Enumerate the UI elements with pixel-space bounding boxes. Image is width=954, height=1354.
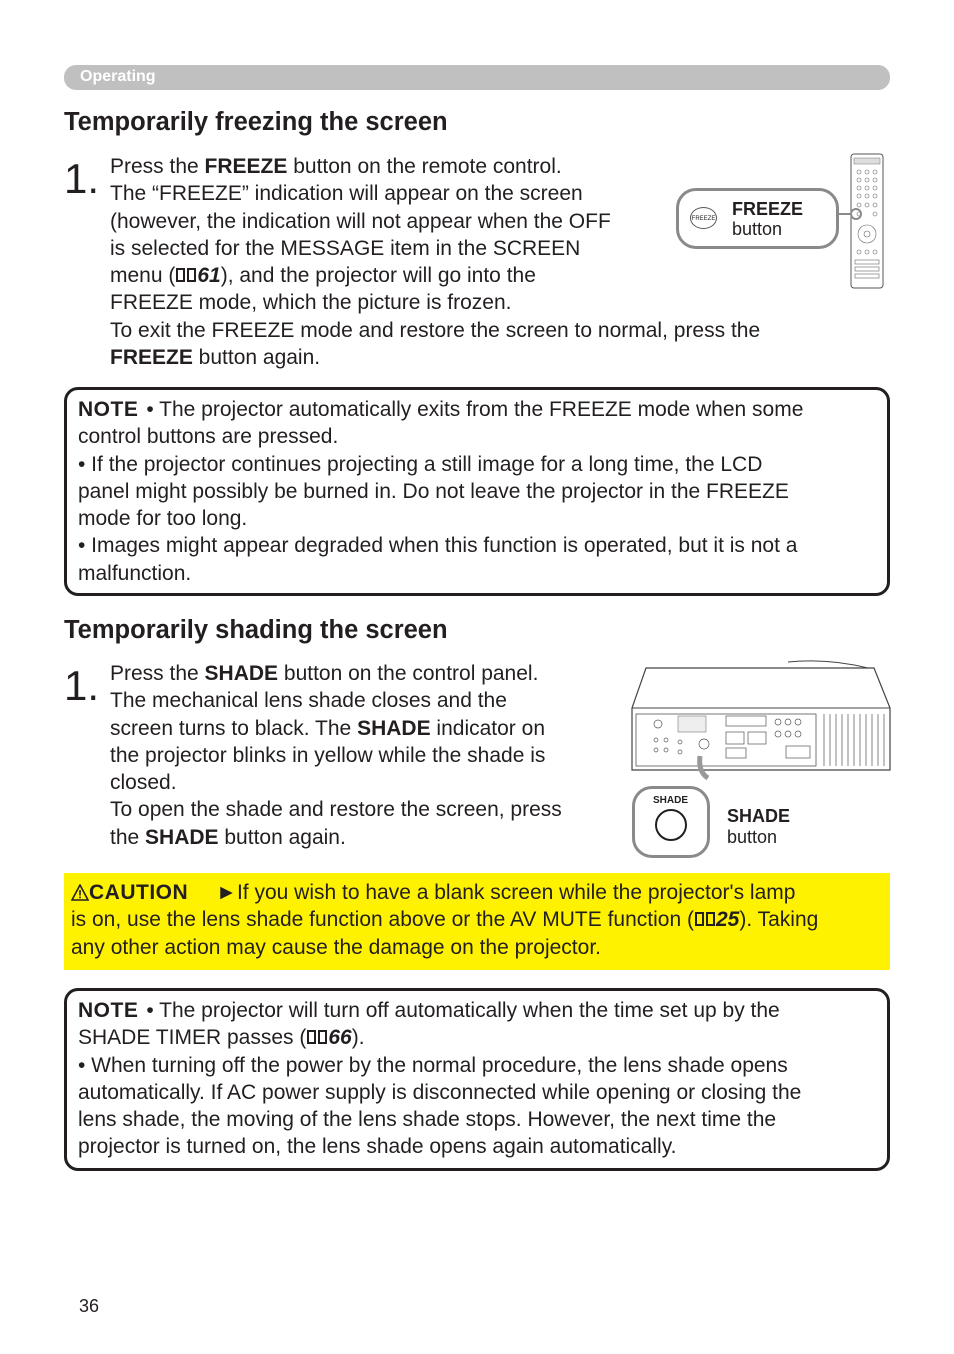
freeze-section-title: Temporarily freezing the screen xyxy=(64,108,448,136)
freeze-step-text: Press the FREEZE button on the remote control. The “FREEZE” indication will appear on the screen (however, the indication will not appear when the OFF is selected for the MESSAGE item in the SCREEN menu ( 61), and the projector will go into the FREEZE mode, which the picture is frozen. To exit the FREEZE mode and restore the screen to normal, press the FREEZE button again. xyxy=(110,155,761,370)
section-header-bar xyxy=(64,65,890,90)
caution-box: CAUTION ►If you wish to have a blank screen while the projector's lamp is on, use the lens shade function above or the AV MUTE function ( 25). Taking any other action may cause the damage on the projector. xyxy=(64,873,890,970)
page-reference-66[interactable]: 66 xyxy=(328,1026,352,1050)
shade-section-title: Temporarily shading the screen xyxy=(64,616,448,644)
warning-triangle-icon xyxy=(71,884,89,901)
book-reference-icon xyxy=(175,266,197,284)
note-label: NOTE xyxy=(78,999,139,1022)
projector-illustration xyxy=(628,660,892,780)
page-number: 36 xyxy=(79,1296,100,1316)
page-reference-25[interactable]: 25 xyxy=(715,908,740,932)
shade-button-callout-frame xyxy=(632,786,710,858)
caution-label: CAUTION xyxy=(89,881,189,904)
freeze-button-icon: FREEZE xyxy=(690,207,717,229)
note-label: NOTE xyxy=(78,398,139,421)
shade-callout-title: SHADE xyxy=(727,806,791,826)
freeze-step-number: 1. xyxy=(64,155,100,202)
freeze-callout-sub: button xyxy=(732,219,783,239)
note-box-shade: NOTE • The projector will turn off automatically when the time set up by the SHADE TIMER passes ( 66). • When turning off the power by the normal procedure, the lens shade opens automatically. If AC power supply is disconnected while opening or closing the lens shade, the moving of the lens shade stops. However, the next time the projector is turned on, the lens shade opens again automatically. xyxy=(64,988,890,1171)
shade-step-text: Press the SHADE button on the control panel. The mechanical lens shade closes and the screen turns to black. The SHADE indicator on the projector blinks in yellow while the shade is closed. To open the shade and restore the screen, press the SHADE button again. xyxy=(110,662,562,849)
section-label: Operating xyxy=(80,68,156,85)
freeze-button-callout xyxy=(676,188,839,249)
note-box-freeze: NOTE • The projector automatically exits from the FREEZE mode when some control buttons are pressed. • If the projector continues projecting a still image for a long time, the LCD panel might possibly be burned in. Do not leave the projector in the FREEZE mode for too long. • Images might appear degraded when this function is operated, but it is not a malfunction. xyxy=(64,387,890,596)
book-reference-icon xyxy=(306,1028,328,1046)
shade-button-icon xyxy=(655,809,687,841)
shade-button-icon-label: SHADE xyxy=(653,795,689,806)
freeze-callout-title: FREEZE xyxy=(732,199,804,219)
book-reference-icon xyxy=(694,910,716,928)
page-reference-61[interactable]: 61 xyxy=(197,264,221,288)
shade-callout-sub: button xyxy=(727,827,778,847)
shade-step-number: 1. xyxy=(64,662,100,709)
